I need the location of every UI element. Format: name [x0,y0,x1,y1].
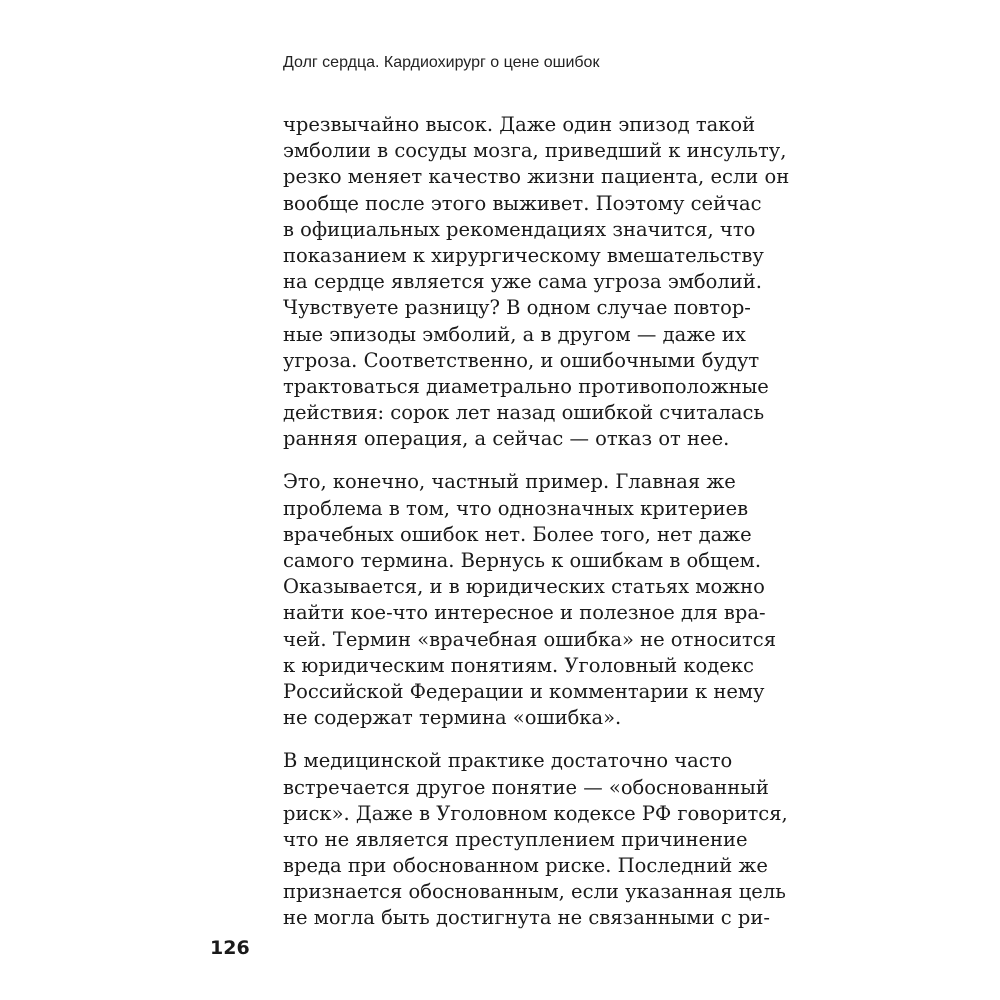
running-head: Долг сердца. Кардиохирург о цене ошибок [283,54,600,71]
text-line: показанием к хирургическому вмешательству [283,243,764,267]
text-line: найти кое-что интересное и полезное для вра- [283,601,766,625]
text-line: эмболии в сосуды мозга, приведший к инсульту, [283,139,787,163]
text-line: трактоваться диаметрально противоположные [283,374,769,398]
text-line: Это, конечно, частный пример. Главная же [283,470,736,494]
text-line: В медицинской практике достаточно часто [283,749,733,773]
text-line: не могла быть достигнута не связанными с ри- [283,906,770,930]
text-line: резко меняет качество жизни пациента, если он [283,165,790,189]
text-line: в официальных рекомендациях значится, что [283,217,756,241]
text-line: действия: сорок лет назад ошибкой считалась [283,401,765,425]
text-line: признается обоснованным, если указанная цель [283,880,786,904]
text-line: не содержат термина «ошибка». [283,706,622,730]
text-line: чрезвычайно высок. Даже один эпизод такой [283,113,756,136]
text-line: угроза. Соответственно, и ошибочными будут [283,348,760,372]
text-line: самого термина. Вернусь к ошибкам в общем. [283,549,762,572]
text-line: вреда при обоснованном риске. Последний же [283,854,768,878]
text-line: проблема в том, что однозначных критериев [283,496,749,520]
text-line: на сердце является уже сама угроза эмболий. [283,270,762,294]
paragraph [283,469,777,731]
paragraph [283,112,790,452]
text-line: риск». Даже в Уголовном кодексе РФ говорится, [283,801,788,825]
text-line: ные эпизоды эмболий, а в другом — даже их [283,322,746,346]
body-text [283,112,790,949]
text-line: встречается другое понятие — «обоснованный [283,775,769,799]
text-line: что не является преступлением причинение [283,827,748,851]
text-line: Чувствуете разницу? В одном случае повтор- [283,296,751,320]
paragraph [283,748,788,931]
text-line: вообще после этого выживет. Поэтому сейчас [283,191,762,215]
text-line: чей. Термин «врачебная ошибка» не относится [283,627,777,651]
text-line: Оказывается, и в юридических статьях можно [283,575,765,599]
text-line: Российской Федерации и комментарии к нему [283,679,765,703]
text-line: к юридическим понятиям. Уголовный кодекс [283,653,754,677]
page-number: 126 [210,937,250,959]
text-line: врачебных ошибок нет. Более того, нет даже [283,522,752,546]
text-line: ранняя операция, а сейчас — отказ от нее. [283,427,730,451]
